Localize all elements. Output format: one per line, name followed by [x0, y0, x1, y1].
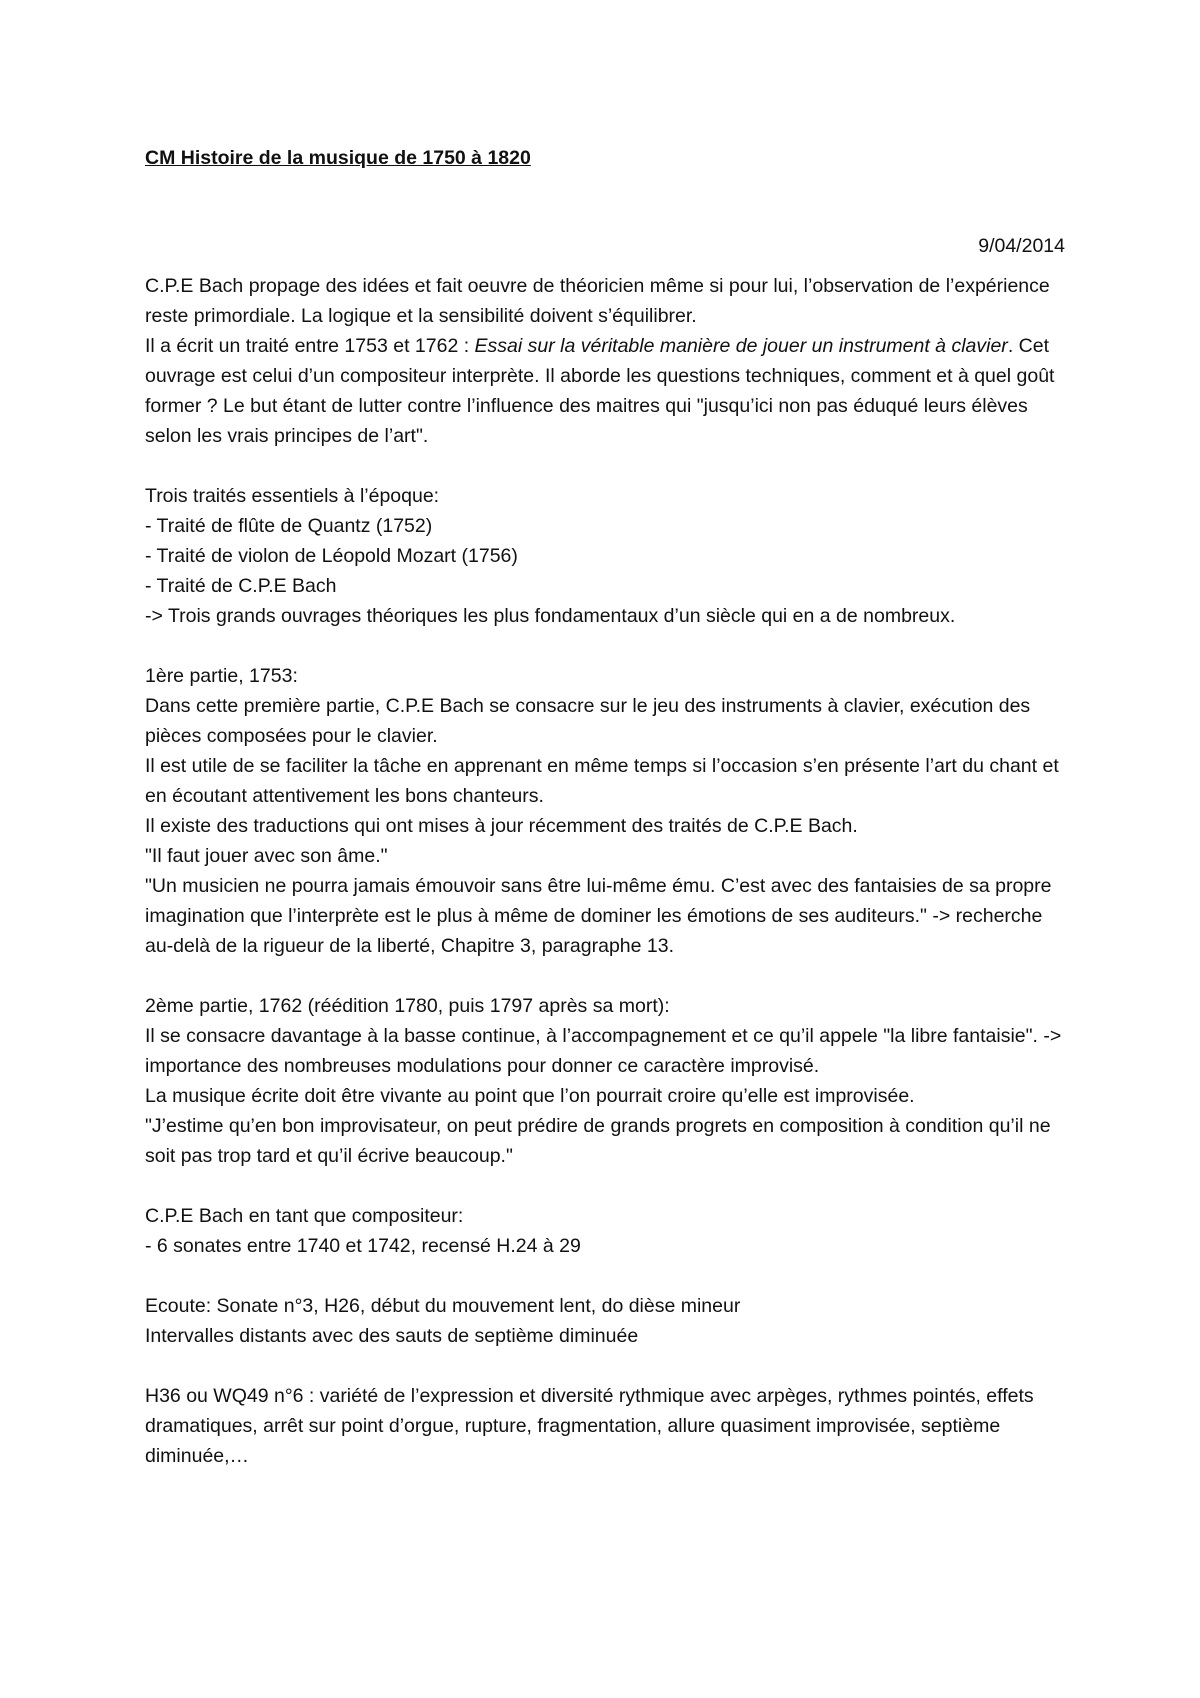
listening-line: Ecoute: Sonate n°3, H26, début du mouvement lent, do dièse mineur	[145, 1295, 741, 1317]
document-body	[145, 143, 1065, 1471]
treatise-item: - Traité de violon de Léopold Mozart (1756)	[145, 545, 518, 567]
intro-text-after: . Cet ouvrage est celui d’un compositeur interprète. Il aborde les questions techniques, comment et à quel goût former ? Le but étant de lutter contre l’influence des maitres qui "jusqu’ici non pas éduqué leurs élèves selon les vrais principes de l’art".	[145, 335, 1055, 447]
part1-line: Il est utile de se faciliter la tâche en apprenant en même temps si l’occasion s’en présente l’art du chant et en écoutant attentivement les bons chanteurs.	[145, 755, 1059, 807]
intro-paragraph-2	[145, 331, 1065, 451]
part1-heading: 1ère partie, 1753:	[145, 665, 298, 687]
treatise-title: Essai sur la véritable manière de jouer un instrument à clavier	[474, 335, 1008, 357]
part2-heading: 2ème partie, 1762 (réédition 1780, puis 1797 après sa mort):	[145, 995, 670, 1017]
listening-line: Intervalles distants avec des sauts de septième diminuée	[145, 1325, 639, 1347]
composer-section	[145, 1201, 1065, 1261]
composer-item: - 6 sonates entre 1740 et 1742, recensé H.24 à 29	[145, 1235, 581, 1257]
h36-section	[145, 1381, 1065, 1471]
document-title: CM Histoire de la musique de 1750 à 1820	[145, 147, 531, 169]
treatises-section	[145, 481, 1065, 631]
treatises-conclusion: -> Trois grands ouvrages théoriques les plus fondamentaux d’un siècle qui en a de nombreux.	[145, 605, 956, 627]
intro-paragraph-1: C.P.E Bach propage des idées et fait oeuvre de théoricien même si pour lui, l’observation de l’expérience reste primordiale. La logique et la sensibilité doivent s’équilibrer.	[145, 275, 1050, 327]
intro-text-before: Il a écrit un traité entre 1753 et 1762 :	[145, 335, 475, 357]
part1-line: Il existe des traductions qui ont mises à jour récemment des traités de C.P.E Bach.	[145, 815, 858, 837]
treatise-item: - Traité de C.P.E Bach	[145, 575, 337, 597]
treatise-item: - Traité de flûte de Quantz (1752)	[145, 515, 433, 537]
document-date: 9/04/2014	[978, 235, 1065, 257]
part2-line: La musique écrite doit être vivante au point que l’on pourrait croire qu’elle est improvisée.	[145, 1085, 915, 1107]
part1-line: "Un musicien ne pourra jamais émouvoir sans être lui-même ému. C’est avec des fantaisies de sa propre imagination que l’interprète est le plus à même de dominer les émotions de ses auditeurs." -> recherche au-delà de la rigueur de la liberté, Chapitre 3, paragraphe 13.	[145, 875, 1052, 957]
part1-line: "Il faut jouer avec son âme."	[145, 845, 388, 867]
part1-section	[145, 661, 1065, 961]
intro-section	[145, 271, 1065, 451]
part2-line: Il se consacre davantage à la basse continue, à l’accompagnement et ce qu’il appele "la libre fantaisie". -> importance des nombreuses modulations pour donner ce caractère improvisé.	[145, 1025, 1062, 1077]
h36-paragraph: H36 ou WQ49 n°6 : variété de l’expression et diversité rythmique avec arpèges, rythmes pointés, effets dramatiques, arrêt sur point d’orgue, rupture, fragmentation, allure quasiment improvisée, septième diminuée,…	[145, 1385, 1034, 1467]
treatises-heading: Trois traités essentiels à l’époque:	[145, 485, 440, 507]
composer-heading: C.P.E Bach en tant que compositeur:	[145, 1205, 464, 1227]
listening-section	[145, 1291, 1065, 1351]
part2-section	[145, 991, 1065, 1171]
part1-line: Dans cette première partie, C.P.E Bach se consacre sur le jeu des instruments à clavier, exécution des pièces composées pour le clavier.	[145, 695, 1031, 747]
part2-line: "J’estime qu’en bon improvisateur, on peut prédire de grands progrets en composition à condition qu’il ne soit pas trop tard et qu’il écrive beaucoup."	[145, 1115, 1051, 1167]
